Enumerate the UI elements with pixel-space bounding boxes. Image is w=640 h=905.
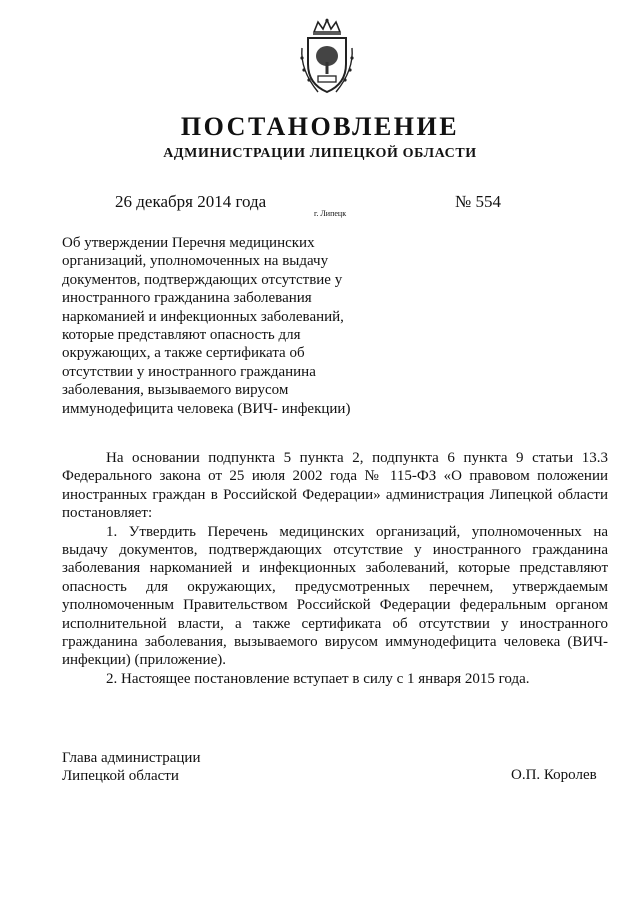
document-number: № 554 [455, 192, 501, 211]
document-subtitle: АДМИНИСТРАЦИИ ЛИПЕЦКОЙ ОБЛАСТИ [163, 146, 477, 161]
body-paragraph: 1. Утвердить Перечень медицинских организаций, уполномоченных на выдачу документов, подтверждающих отсутствие у иностранного гражданина заболевания наркоманией и инфекционных заболеваний, которые представляют опасность для окружающих, предусмотренных перечнем, утверждаемым уполномоченным Правительством Российской Федерации федеральным органом исполнительной власти, а также сертификата об отсутствии у иностранного гражданина заболевания, вызываемого вирусом иммунодефицита человека (ВИЧ- инфекции) (приложение). [62, 523, 608, 669]
body-paragraph: 2. Настоящее постановление вступает в силу с 1 января 2015 года. [106, 670, 530, 687]
signature-position [62, 749, 200, 786]
document-title: ПОСТАНОВЛЕНИЕ [180, 112, 460, 141]
coat-of-arms-icon [296, 18, 358, 96]
document-date: 26 декабря 2014 года [115, 192, 267, 211]
signature-position-line: Липецкой области [62, 768, 179, 785]
signature-name: О.П. Королев [511, 767, 597, 783]
signature-position-line: Глава администрации [62, 750, 201, 766]
document-city: г. Липецк [314, 209, 347, 218]
document-heading: Об утверждении Перечня медицинских организаций, уполномоченных на выдачу документов, подтверждающих отсутствие у иностранного гражданина заболевания наркоманией и инфекционных заболеваний, которые представляют опасность для окружающих, а также сертификата об отсутствии у иностранного гражданина заболевания, вызываемого вирусом иммунодефицита человека (ВИЧ- инфекции) [62, 235, 351, 417]
body-paragraph: На основании подпункта 5 пункта 2, подпункта 6 пункта 9 статьи 13.3 Федерального закона от 25 июля 2002 года № 115-ФЗ «О правовом положении иностранных граждан в Российской Федерации» администрация Липецкой области постановляет: [62, 450, 608, 522]
document-body [62, 449, 608, 688]
